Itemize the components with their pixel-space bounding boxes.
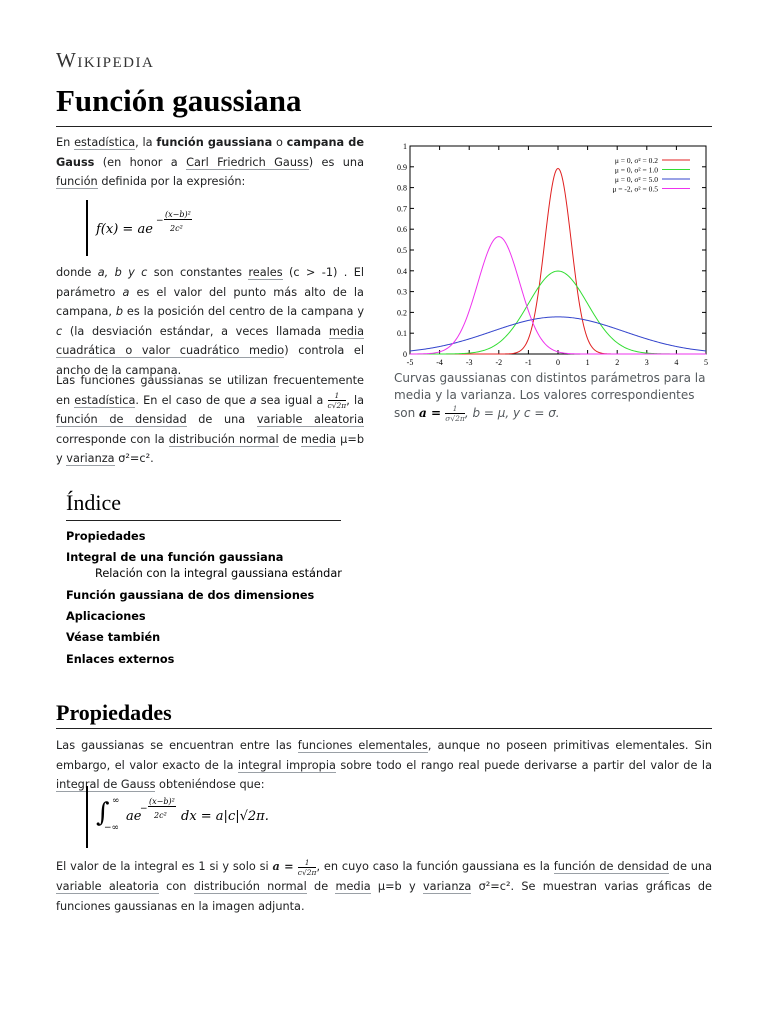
text-run: de <box>278 432 301 446</box>
formula-main: f(x) = ae <box>96 222 153 237</box>
toc-item-propiedades[interactable]: Propiedades <box>66 530 146 543</box>
y-tick-label: 0.7 <box>397 204 407 214</box>
link-variable-aleatoria-2[interactable]: variable aleatoria <box>56 880 159 893</box>
integral-sign: ∫ <box>96 798 110 828</box>
text-run: obteniéndose que: <box>155 778 265 791</box>
link-media-2[interactable]: media <box>335 880 371 893</box>
toc-item-integral[interactable]: Integral de una función gaussiana <box>66 551 284 564</box>
link-integral-de-gauss[interactable]: integral de Gauss <box>56 778 156 791</box>
fraction-numerator: 1 <box>328 391 347 401</box>
link-distribucion-normal-2[interactable]: distribución normal <box>193 880 307 893</box>
text-run: o <box>275 136 283 149</box>
integral-lower-limit: −∞ <box>104 823 120 833</box>
link-variable-aleatoria[interactable]: variable aleatoria <box>256 413 365 426</box>
y-tick-label: 0 <box>403 350 407 359</box>
text-run: . En el caso de que <box>135 393 250 407</box>
caption-text: Curvas gaussianas con distintos parámetros para la media y la varianza. Los valores correspondientes son <box>394 371 706 420</box>
link-reales[interactable]: reales <box>248 266 283 279</box>
text-run: es la posición del centro de la campana y <box>122 305 364 318</box>
integral-exponent-denominator: 2c² <box>154 811 167 820</box>
link-varianza[interactable]: varianza <box>66 452 115 465</box>
text-run: El valor de la integral es 1 si y solo si <box>56 860 273 873</box>
toc-item-enlaces-externos[interactable]: Enlaces externos <box>66 653 175 666</box>
x-tick-label: 1 <box>585 358 590 367</box>
y-tick-label: 0.6 <box>397 225 407 235</box>
fraction-denominator: c√2π <box>297 867 317 877</box>
series-line <box>410 165 706 354</box>
math-var: c <box>56 324 63 338</box>
text-run: , en cuyo caso la función gaussiana es la <box>316 860 554 873</box>
link-varianza-2[interactable]: varianza <box>423 880 472 893</box>
x-tick-label: -5 <box>406 358 414 367</box>
section-underline <box>56 728 712 729</box>
x-tick-label: -1 <box>525 358 532 367</box>
link-integral-impropia[interactable]: integral impropia <box>237 758 336 772</box>
text-run: corresponde con la <box>56 432 169 446</box>
link-funcion-de-densidad-2[interactable]: función de densidad <box>553 860 669 873</box>
fraction-inline <box>328 391 347 410</box>
fraction-denominator: σ√2π <box>445 414 465 423</box>
fraction-numerator: 1 <box>298 858 317 868</box>
series-line <box>410 237 706 354</box>
integral-exponent-minus: − <box>140 804 148 814</box>
text-run: , la <box>135 136 153 149</box>
x-tick-label: 5 <box>704 358 708 367</box>
plot-frame <box>410 146 706 354</box>
term-campana-de-gauss: campana de Gauss <box>56 136 364 169</box>
y-tick-label: 0.5 <box>397 246 407 255</box>
link-estadistica[interactable]: estadística <box>74 136 136 149</box>
link-funciones-elementales[interactable]: funciones elementales <box>297 739 428 752</box>
toc-item-relacion[interactable]: Relación con la integral gaussiana estándar <box>95 567 342 580</box>
fraction-inline <box>298 858 317 877</box>
text-run: es el valor del punto más alto de la campana, <box>56 285 364 318</box>
intro-paragraph-2 <box>56 263 364 380</box>
x-tick-label: -4 <box>436 358 443 367</box>
link-estadistica-2[interactable]: estadística <box>74 393 136 407</box>
text-run: sea igual a <box>256 393 328 407</box>
intro-paragraph-3 <box>56 371 364 469</box>
section-heading-propiedades: Propiedades <box>56 700 172 725</box>
math-var: a <box>122 285 130 299</box>
figure-caption <box>394 370 712 423</box>
text-run: de una <box>668 860 713 873</box>
formula-exponent-minus: − <box>156 216 164 226</box>
page-title: Función gaussiana <box>56 83 302 118</box>
text-run: ) controla el ancho de la campana. <box>56 344 364 377</box>
link-funcion[interactable]: función <box>56 175 98 188</box>
link-distribucion-normal[interactable]: distribución normal <box>168 432 279 446</box>
x-tick-label: 0 <box>556 358 560 367</box>
y-tick-label: 0.3 <box>397 287 407 297</box>
math-vars: a, b y c <box>97 266 148 279</box>
link-funcion-de-densidad[interactable]: función de densidad <box>56 413 187 426</box>
text-run: , la <box>346 393 365 407</box>
intro-paragraph-1 <box>56 133 364 192</box>
formula-exponent-numerator: (x−b)² <box>165 210 191 219</box>
inline-math: a = <box>272 859 298 873</box>
math-var: a <box>249 393 257 407</box>
text-run: μ=b y <box>370 880 423 893</box>
text-run: ) es una <box>308 155 364 169</box>
x-tick-label: -2 <box>495 358 503 367</box>
link-carl-friedrich-gauss[interactable]: Carl Friedrich Gauss <box>186 155 309 169</box>
legend-label: μ = 0, σ² = 0.2 <box>614 156 658 165</box>
text-run: de una <box>186 413 257 426</box>
text-run: definida por la expresión: <box>101 175 246 188</box>
integral-exponent-numerator: (x−b)² <box>149 797 175 806</box>
x-tick-label: 2 <box>615 358 620 367</box>
y-tick-label: 0.1 <box>397 329 407 339</box>
link-media-cuadratica[interactable]: media cuadrática o valor cuadrático medio <box>56 324 364 357</box>
math-var: b <box>115 305 123 318</box>
x-tick-label: 4 <box>674 358 679 367</box>
legend-label: μ = 0, σ² = 1.0 <box>614 165 658 175</box>
caption-text: , b = μ, y c = σ. <box>464 406 560 420</box>
legend-label: μ = 0, σ² = 5.0 <box>614 175 658 184</box>
wikipedia-wordmark[interactable]: Wikipedia <box>56 48 155 72</box>
text-run: σ²=c². <box>114 452 154 465</box>
fraction-numerator: 1 <box>445 404 465 414</box>
title-underline <box>56 126 712 127</box>
link-media[interactable]: media <box>300 432 337 446</box>
propiedades-paragraph-1 <box>56 736 712 795</box>
text-run: (c > -1) . El parámetro <box>56 266 364 299</box>
integral-rhs: dx = a|c|√2π. <box>181 809 269 824</box>
text-run: con <box>158 880 194 893</box>
text-run: Las funciones gaussianas se utilizan frecuentemente en <box>56 374 364 407</box>
integral-formula-block <box>86 786 88 848</box>
caption-fraction <box>445 404 465 423</box>
toc-item-vease-tambien[interactable]: Véase también <box>66 631 161 644</box>
text-run: , aunque no poseen primitivas elementales. Sin embargo, el valor exacto de la <box>56 739 713 772</box>
y-tick-label: 0.2 <box>397 308 407 318</box>
text-run: (en honor a <box>102 155 178 169</box>
caption-math: a = <box>419 406 446 420</box>
toc-title: Índice <box>66 490 121 515</box>
x-tick-label: 3 <box>644 358 649 367</box>
formula-exponent-denominator: 2c² <box>170 224 183 233</box>
text-run: μ=b y <box>56 432 364 465</box>
formula-block <box>86 200 88 256</box>
series-line <box>410 317 706 351</box>
text-run: donde <box>56 266 98 279</box>
text-run: son constantes <box>147 266 249 279</box>
text-run: En <box>56 136 71 149</box>
y-tick-label: 0.4 <box>397 266 407 276</box>
text-run: σ²=c². Se muestran varias gráficas de funciones gaussianas en la imagen adjunta. <box>56 880 712 913</box>
fraction-denominator: c√2π <box>327 401 347 410</box>
term-funcion-gaussiana: función gaussiana <box>156 136 273 149</box>
text-run: (la desviación estándar, a veces llamada <box>62 324 329 338</box>
text-run: Las gaussianas se encuentran entre las <box>56 739 298 752</box>
toc-item-aplicaciones[interactable]: Aplicaciones <box>66 610 146 623</box>
text-run: de <box>306 880 336 893</box>
propiedades-paragraph-2 <box>56 856 712 917</box>
gaussian-curves-chart <box>392 136 712 368</box>
legend-label: μ = -2, σ² = 0.5 <box>612 184 658 194</box>
integral-body: ae <box>126 809 142 824</box>
y-tick-label: 0.9 <box>397 162 407 172</box>
text-run: sobre todo el rango real puede derivarse a partir del valor de la <box>335 758 712 772</box>
toc-item-dos-dimensiones[interactable]: Función gaussiana de dos dimensiones <box>66 589 315 602</box>
integral-upper-limit: ∞ <box>112 796 120 806</box>
toc-underline <box>66 520 341 521</box>
y-tick-label: 0.8 <box>397 183 407 193</box>
x-tick-label: -3 <box>465 358 473 367</box>
y-tick-label: 1 <box>403 142 407 151</box>
